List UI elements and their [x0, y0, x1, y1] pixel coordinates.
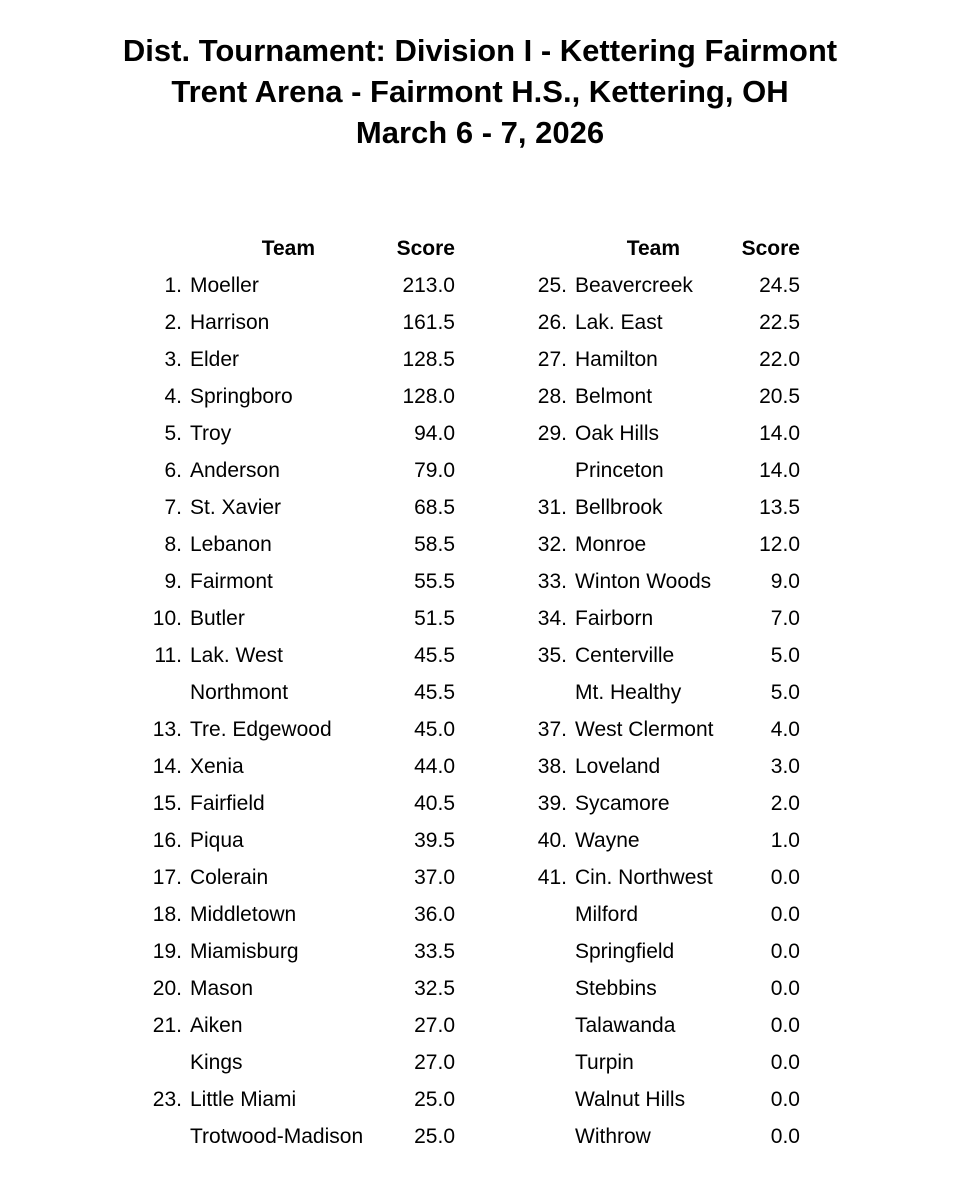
standings-column-left	[130, 230, 455, 1155]
team-column-header: Team	[261, 237, 315, 260]
rank-number: 14.	[152, 755, 182, 778]
team-score: 22.0	[759, 348, 800, 371]
standings-row	[130, 1118, 455, 1155]
team-name: West Clermont	[575, 718, 714, 741]
standings-row	[130, 822, 455, 859]
standings-row	[130, 378, 455, 415]
team-name: Kings	[190, 1051, 243, 1074]
standings-row	[515, 1118, 800, 1155]
team-score: 213.0	[402, 274, 455, 297]
team-score: 3.0	[770, 755, 800, 778]
standings-row	[515, 1007, 800, 1044]
rank-number: 17.	[152, 866, 182, 889]
score-column-header: Score	[741, 237, 800, 260]
rank-number: 6.	[164, 459, 182, 482]
team-name: Troy	[190, 422, 232, 445]
rank-number: 13.	[152, 718, 182, 741]
rank-number: 37.	[537, 718, 567, 741]
team-name: Springboro	[190, 385, 293, 408]
team-score: 5.0	[770, 644, 800, 667]
team-score: 0.0	[770, 1051, 800, 1074]
team-name: Xenia	[190, 755, 244, 778]
standings-row	[130, 748, 455, 785]
standings-row	[515, 267, 800, 304]
team-score: 94.0	[414, 422, 455, 445]
team-score: 40.5	[414, 792, 455, 815]
team-score: 0.0	[770, 903, 800, 926]
page-header	[0, 30, 960, 153]
team-score: 45.5	[414, 681, 455, 704]
team-name: Aiken	[190, 1014, 243, 1037]
standings-row	[515, 970, 800, 1007]
team-score: 14.0	[759, 459, 800, 482]
rank-number: 40.	[537, 829, 567, 852]
team-score: 27.0	[414, 1051, 455, 1074]
rank-number: 29.	[537, 422, 567, 445]
team-name: Beavercreek	[575, 274, 693, 297]
rank-number: 10.	[152, 607, 182, 630]
date-line: March 6 - 7, 2026	[355, 115, 605, 150]
standings-row	[130, 526, 455, 563]
team-score: 33.5	[414, 940, 455, 963]
team-column-header: Team	[626, 237, 680, 260]
team-score: 79.0	[414, 459, 455, 482]
team-name: Lak. East	[575, 311, 663, 334]
rank-number: 3.	[164, 348, 182, 371]
team-score: 128.0	[402, 385, 455, 408]
standings-row	[130, 785, 455, 822]
team-name: Elder	[190, 348, 240, 371]
team-score: 25.0	[414, 1088, 455, 1111]
standings-row	[130, 674, 455, 711]
rank-number: 20.	[152, 977, 182, 1000]
team-score: 39.5	[414, 829, 455, 852]
standings-row	[515, 674, 800, 711]
standings-row	[515, 563, 800, 600]
team-name: Anderson	[190, 459, 280, 482]
standings-row	[515, 637, 800, 674]
team-name: Walnut Hills	[575, 1088, 686, 1111]
rank-number: 27.	[537, 348, 567, 371]
rank-number: 7.	[164, 496, 182, 519]
team-score: 0.0	[770, 1125, 800, 1148]
standings-row	[130, 1044, 455, 1081]
team-score: 51.5	[414, 607, 455, 630]
team-name: Moeller	[190, 274, 259, 297]
team-score: 45.0	[414, 718, 455, 741]
team-name: Cin. Northwest	[575, 866, 713, 889]
standings-row	[515, 489, 800, 526]
standings-row	[130, 489, 455, 526]
rank-number: 8.	[164, 533, 182, 556]
standings-row	[130, 267, 455, 304]
standings-row	[130, 341, 455, 378]
rank-number: 5.	[164, 422, 182, 445]
standings-row	[130, 933, 455, 970]
team-score: 20.5	[759, 385, 800, 408]
page-title: Dist. Tournament: Division I - Kettering Fairmont	[122, 33, 838, 68]
standings-row	[130, 637, 455, 674]
team-name: Lebanon	[190, 533, 272, 556]
team-name: Monroe	[575, 533, 647, 556]
standings-row	[130, 304, 455, 341]
team-score: 161.5	[402, 311, 455, 334]
team-name: Tre. Edgewood	[190, 718, 332, 741]
team-name: Loveland	[575, 755, 661, 778]
team-name: Fairmont	[190, 570, 273, 593]
team-score: 13.5	[759, 496, 800, 519]
team-name: Turpin	[575, 1051, 634, 1074]
team-name: Princeton	[575, 459, 664, 482]
standings-row	[130, 600, 455, 637]
standings-row	[515, 304, 800, 341]
rank-number: 19.	[152, 940, 182, 963]
rank-number: 35.	[537, 644, 567, 667]
standings-row	[515, 896, 800, 933]
rank-number: 2.	[164, 311, 182, 334]
team-score: 36.0	[414, 903, 455, 926]
team-score: 37.0	[414, 866, 455, 889]
team-score: 12.0	[759, 533, 800, 556]
team-score: 22.5	[759, 311, 800, 334]
rank-number: 34.	[537, 607, 567, 630]
team-name: Harrison	[190, 311, 270, 334]
rank-number: 28.	[537, 385, 567, 408]
standings-row	[515, 859, 800, 896]
standings-row	[515, 415, 800, 452]
rank-number: 26.	[537, 311, 567, 334]
team-score: 5.0	[770, 681, 800, 704]
standings-row	[515, 711, 800, 748]
team-score: 32.5	[414, 977, 455, 1000]
rank-number: 11.	[154, 644, 182, 667]
team-score: 27.0	[414, 1014, 455, 1037]
rank-number: 9.	[164, 570, 182, 593]
score-column-header: Score	[396, 237, 455, 260]
rank-number: 1.	[164, 274, 182, 297]
team-score: 128.5	[402, 348, 455, 371]
standings-column-right	[515, 230, 800, 1155]
team-score: 68.5	[414, 496, 455, 519]
rank-number: 16.	[152, 829, 182, 852]
team-name: Trotwood-Madison	[190, 1125, 364, 1148]
standings-row	[515, 1081, 800, 1118]
rank-number: 18.	[152, 903, 182, 926]
team-name: Hamilton	[575, 348, 658, 371]
team-name: Northmont	[190, 681, 289, 704]
team-score: 0.0	[770, 940, 800, 963]
standings-row	[515, 452, 800, 489]
team-score: 25.0	[414, 1125, 455, 1148]
team-name: Oak Hills	[575, 422, 660, 445]
standings-row	[130, 859, 455, 896]
venue-line: Trent Arena - Fairmont H.S., Kettering, OH	[171, 74, 789, 109]
column-header-row	[515, 230, 800, 267]
rank-number: 41.	[537, 866, 567, 889]
standings-row	[515, 1044, 800, 1081]
team-score: 1.0	[770, 829, 800, 852]
standings-row	[130, 970, 455, 1007]
team-name: Bellbrook	[575, 496, 663, 519]
rank-number: 23.	[152, 1088, 182, 1111]
rank-number: 32.	[537, 533, 567, 556]
standings-row	[130, 415, 455, 452]
team-name: Sycamore	[575, 792, 670, 815]
standings-row	[130, 711, 455, 748]
rank-number: 38.	[537, 755, 567, 778]
standings-row	[515, 600, 800, 637]
team-score: 58.5	[414, 533, 455, 556]
column-header-row	[130, 230, 455, 267]
team-name: Lak. West	[190, 644, 283, 667]
rank-number: 39.	[537, 792, 567, 815]
team-score: 45.5	[414, 644, 455, 667]
team-score: 14.0	[759, 422, 800, 445]
team-name: Little Miami	[190, 1088, 297, 1111]
team-score: 4.0	[770, 718, 800, 741]
team-score: 44.0	[414, 755, 455, 778]
standings-row	[515, 933, 800, 970]
team-score: 2.0	[770, 792, 800, 815]
team-name: Piqua	[190, 829, 244, 852]
standings-row	[130, 563, 455, 600]
rank-number: 31.	[537, 496, 567, 519]
standings-row	[515, 748, 800, 785]
team-score: 0.0	[770, 866, 800, 889]
standings-row	[130, 1081, 455, 1118]
team-name: Fairfield	[190, 792, 265, 815]
team-name: Springfield	[575, 940, 675, 963]
rank-number: 33.	[537, 570, 567, 593]
rank-number: 25.	[537, 274, 567, 297]
team-score: 0.0	[770, 1014, 800, 1037]
standings-row	[515, 341, 800, 378]
team-name: Fairborn	[575, 607, 654, 630]
team-score: 0.0	[770, 977, 800, 1000]
team-name: Milford	[575, 903, 639, 926]
standings-row	[130, 896, 455, 933]
standings-row	[130, 1007, 455, 1044]
standings-rows-left	[130, 267, 455, 1155]
team-name: Belmont	[575, 385, 653, 408]
standings-row	[130, 452, 455, 489]
standings-rows-right	[515, 267, 800, 1155]
team-name: Centerville	[575, 644, 675, 667]
team-score: 7.0	[770, 607, 800, 630]
standings-row	[515, 526, 800, 563]
team-name: Withrow	[575, 1125, 651, 1148]
standings-row	[515, 822, 800, 859]
team-score: 0.0	[770, 1088, 800, 1111]
rank-number: 15.	[152, 792, 182, 815]
team-name: Middletown	[190, 903, 297, 926]
standings-row	[515, 378, 800, 415]
team-name: Mt. Healthy	[575, 681, 682, 704]
rank-number: 21.	[152, 1014, 182, 1037]
team-name: St. Xavier	[190, 496, 282, 519]
team-name: Winton Woods	[575, 570, 712, 593]
rank-number: 4.	[164, 385, 182, 408]
team-score: 24.5	[759, 274, 800, 297]
team-name: Mason	[190, 977, 254, 1000]
team-name: Stebbins	[575, 977, 657, 1000]
team-score: 55.5	[414, 570, 455, 593]
standings-row	[515, 785, 800, 822]
team-score: 9.0	[770, 570, 800, 593]
team-name: Colerain	[190, 866, 269, 889]
team-name: Wayne	[575, 829, 640, 852]
team-name: Talawanda	[575, 1014, 676, 1037]
team-name: Miamisburg	[190, 940, 299, 963]
team-name: Butler	[190, 607, 245, 630]
